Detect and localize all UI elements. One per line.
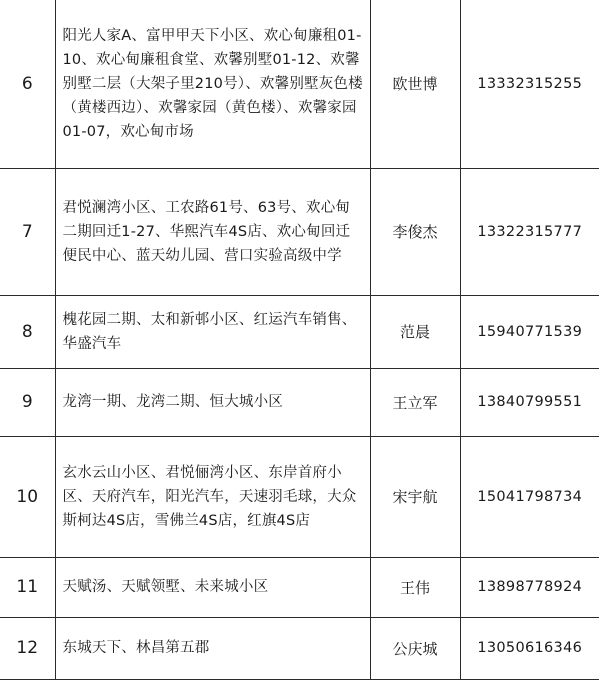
table-row xyxy=(0,436,599,557)
person-cell: 宋宇航 xyxy=(370,436,460,557)
area-cell: 君悦澜湾小区、工农路61号、63号、欢心甸二期回迁1-27、华熙汽车4S店、欢心甸回迁便民中心、蓝天幼儿园、营口实验高级中学 xyxy=(55,168,370,295)
row-number: 9 xyxy=(0,368,55,436)
phone-cell: 13322315777 xyxy=(460,168,599,295)
person-cell: 范晨 xyxy=(370,295,460,368)
table-row xyxy=(0,0,599,168)
area-cell: 阳光人家A、富甲甲天下小区、欢心甸廉租01-10、欢心甸廉租食堂、欢馨别墅01-12、欢馨别墅二层（大架子里210号）、欢馨别墅灰色楼（黄楼西边）、欢馨家园（黄色楼）、欢馨家园01-07，欢心甸市场 xyxy=(55,0,370,168)
row-number: 8 xyxy=(0,295,55,368)
row-number: 6 xyxy=(0,0,55,168)
area-cell: 东城天下、林昌第五郡 xyxy=(55,617,370,679)
phone-cell: 15940771539 xyxy=(460,295,599,368)
table-row xyxy=(0,168,599,295)
person-cell: 王伟 xyxy=(370,557,460,617)
table-row xyxy=(0,557,599,617)
phone-cell: 13332315255 xyxy=(460,0,599,168)
row-number: 10 xyxy=(0,436,55,557)
area-cell: 天赋汤、天赋领墅、未来城小区 xyxy=(55,557,370,617)
phone-cell: 13050616346 xyxy=(460,617,599,679)
person-cell: 公庆城 xyxy=(370,617,460,679)
phone-cell: 13898778924 xyxy=(460,557,599,617)
area-cell: 龙湾一期、龙湾二期、恒大城小区 xyxy=(55,368,370,436)
phone-cell: 15041798734 xyxy=(460,436,599,557)
table-row xyxy=(0,617,599,679)
row-number: 11 xyxy=(0,557,55,617)
table-row xyxy=(0,295,599,368)
person-cell: 李俊杰 xyxy=(370,168,460,295)
area-cell: 槐花园二期、太和新邨小区、红运汽车销售、华盛汽车 xyxy=(55,295,370,368)
person-cell: 王立军 xyxy=(370,368,460,436)
row-number: 12 xyxy=(0,617,55,679)
person-cell: 欧世博 xyxy=(370,0,460,168)
phone-cell: 13840799551 xyxy=(460,368,599,436)
row-number: 7 xyxy=(0,168,55,295)
table-row xyxy=(0,368,599,436)
area-cell: 玄水云山小区、君悦俪湾小区、东岸首府小区、天府汽车，阳光汽车，天速羽毛球，大众斯柯达4S店，雪佛兰4S店，红旗4S店 xyxy=(55,436,370,557)
